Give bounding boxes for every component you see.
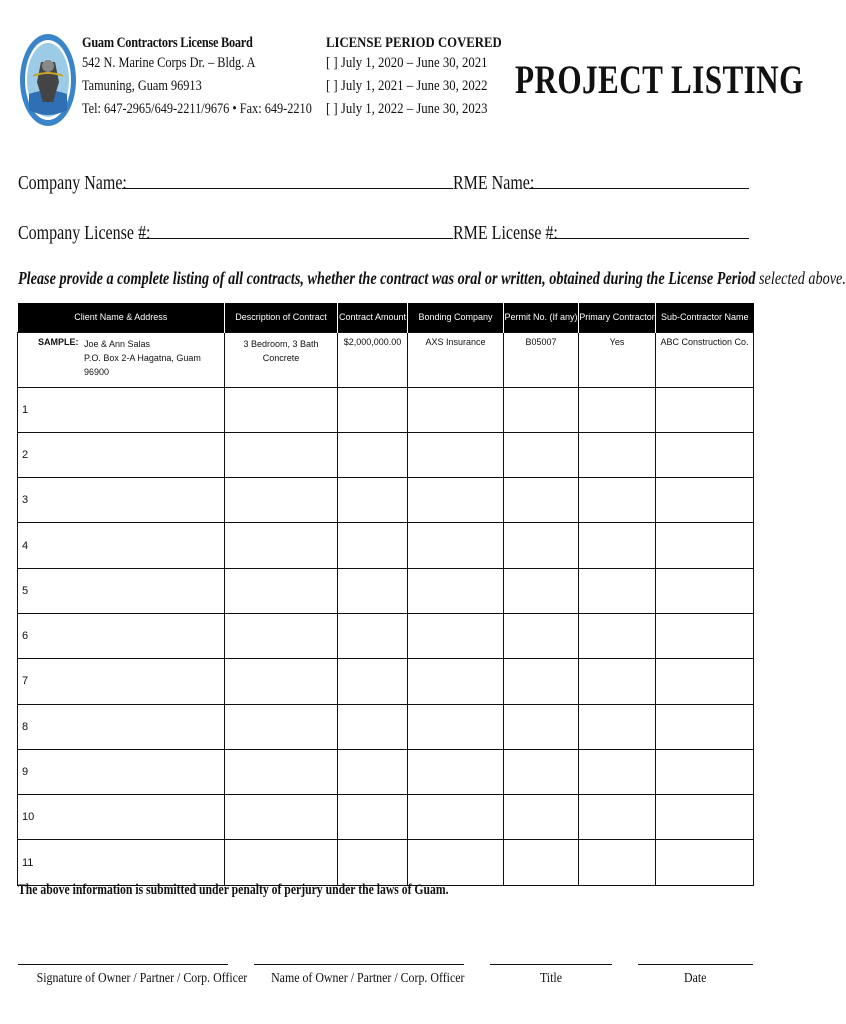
table-cell[interactable] (18, 704, 225, 749)
table-cell[interactable] (408, 478, 504, 523)
table-cell[interactable] (408, 613, 504, 658)
row-number: 7 (22, 675, 29, 688)
company-name-field[interactable] (122, 188, 453, 189)
date-line[interactable] (638, 964, 753, 987)
table-row (18, 387, 754, 432)
row-number: 10 (22, 811, 35, 824)
row-number: 2 (22, 448, 29, 461)
owner-name-label: Name of Owner / Partner / Corp. Officer (271, 971, 465, 986)
table-cell[interactable] (225, 387, 338, 432)
table-cell[interactable] (225, 568, 338, 613)
title-line[interactable] (490, 964, 612, 987)
sample-desc-line2: Concrete (262, 352, 300, 363)
license-period (326, 34, 533, 121)
table-row (18, 568, 754, 613)
period-heading: LICENSE PERIOD COVERED (326, 35, 502, 51)
table-cell[interactable] (225, 659, 338, 704)
period-option-3[interactable]: [ ] July 1, 2022 – June 30, 2023 (326, 101, 488, 117)
sample-amount: $2,000,000.00 (338, 332, 408, 387)
table-row (18, 523, 754, 568)
table-cell[interactable] (408, 704, 504, 749)
table-cell[interactable] (504, 795, 579, 840)
table-cell[interactable] (504, 749, 579, 794)
col-permit: Permit No. (If any) (504, 303, 579, 332)
table-row (18, 795, 754, 840)
table-cell[interactable] (656, 659, 754, 704)
table-row (18, 659, 754, 704)
table-cell[interactable] (656, 613, 754, 658)
table-cell[interactable] (504, 478, 579, 523)
table-row (18, 613, 754, 658)
table-cell[interactable] (504, 568, 579, 613)
table-cell[interactable] (579, 478, 656, 523)
table-cell[interactable] (579, 749, 656, 794)
title-label: Title (539, 971, 563, 986)
col-client: Client Name & Address (18, 303, 225, 332)
table-cell[interactable] (408, 749, 504, 794)
table-cell[interactable] (656, 704, 754, 749)
table-cell[interactable] (338, 387, 408, 432)
table-cell[interactable] (338, 704, 408, 749)
table-cell[interactable] (338, 478, 408, 523)
table-cell[interactable] (656, 387, 754, 432)
owner-signature-line[interactable] (18, 964, 248, 987)
table-row (18, 704, 754, 749)
table-cell[interactable] (656, 568, 754, 613)
table-cell[interactable] (504, 387, 579, 432)
table-cell[interactable] (18, 387, 225, 432)
sample-desc-line1: 3 Bedroom, 3 Bath (243, 338, 319, 349)
row-number: 11 (22, 856, 34, 869)
table-cell[interactable] (18, 432, 225, 477)
row-number: 4 (22, 539, 29, 552)
table-cell[interactable] (656, 432, 754, 477)
table-cell[interactable] (408, 387, 504, 432)
table-cell[interactable] (338, 659, 408, 704)
table-row (18, 478, 754, 523)
col-sub: Sub-Contractor Name (656, 303, 754, 332)
company-license-label: Company License #: (18, 222, 151, 244)
table-cell[interactable] (408, 523, 504, 568)
table-cell[interactable] (656, 840, 754, 885)
table-cell[interactable] (18, 478, 225, 523)
company-name-row (18, 172, 749, 195)
project-listing-table (17, 303, 754, 886)
table-cell[interactable] (338, 523, 408, 568)
rme-license-label: RME License #: (453, 222, 558, 244)
table-cell[interactable] (225, 704, 338, 749)
table-cell[interactable] (18, 613, 225, 658)
table-cell[interactable] (504, 704, 579, 749)
table-row (18, 749, 754, 794)
table-cell[interactable] (18, 568, 225, 613)
table-cell[interactable] (225, 613, 338, 658)
sample-sub: ABC Construction Co. (656, 332, 754, 387)
table-row (18, 432, 754, 477)
table-cell[interactable] (504, 523, 579, 568)
row-number: 5 (22, 584, 29, 597)
row-number: 9 (22, 766, 29, 779)
table-cell[interactable] (656, 795, 754, 840)
company-name-label: Company Name: (18, 172, 127, 194)
table-cell[interactable] (579, 523, 656, 568)
org-phone: Tel: 647-2965/649-2211/9676 • Fax: 649-2210 (82, 101, 312, 117)
date-label: Date (684, 971, 707, 986)
sample-client-name: Joe & Ann Salas (84, 338, 151, 349)
table-cell[interactable] (656, 478, 754, 523)
sample-row (18, 332, 754, 387)
sample-description (225, 332, 338, 387)
table-cell[interactable] (408, 432, 504, 477)
table-cell[interactable] (18, 840, 225, 885)
period-option-1[interactable]: [ ] July 1, 2020 – June 30, 2021 (326, 55, 488, 71)
table-cell[interactable] (225, 840, 338, 885)
organization-info (82, 34, 362, 121)
table-cell[interactable] (408, 659, 504, 704)
table-cell[interactable] (579, 432, 656, 477)
table-cell[interactable] (225, 523, 338, 568)
row-number: 6 (22, 630, 29, 643)
org-name: Guam Contractors License Board (82, 35, 253, 51)
instruction-main: Please provide a complete listing of all contracts, whether the contract was oral or written, obtained during the License Period (18, 268, 756, 288)
table-cell[interactable] (579, 795, 656, 840)
table-cell[interactable] (504, 613, 579, 658)
owner-signature-label: Signature of Owner / Partner / Corp. Officer (36, 971, 248, 986)
sample-client (18, 332, 225, 387)
table-cell[interactable] (18, 749, 225, 794)
table-cell[interactable] (225, 432, 338, 477)
table-cell[interactable] (18, 659, 225, 704)
org-address-2: Tamuning, Guam 96913 (82, 78, 202, 94)
rme-name-label: RME Name: (453, 172, 535, 194)
row-number: 3 (22, 494, 29, 507)
sample-primary: Yes (579, 332, 656, 387)
col-description: Description of Contract (225, 303, 338, 332)
company-license-field[interactable] (140, 238, 453, 239)
board-seal-logo (19, 32, 77, 128)
table-cell[interactable] (338, 568, 408, 613)
row-number: 8 (22, 720, 29, 733)
table-cell[interactable] (338, 613, 408, 658)
table-cell[interactable] (338, 795, 408, 840)
company-license-row (18, 222, 749, 245)
sample-permit: B05007 (504, 332, 579, 387)
table-cell[interactable] (504, 659, 579, 704)
table-cell[interactable] (504, 432, 579, 477)
table-cell[interactable] (656, 749, 754, 794)
instruction-text (18, 268, 846, 289)
owner-name-line[interactable] (254, 964, 464, 987)
row-number: 1 (22, 403, 29, 416)
sample-bonding: AXS Insurance (408, 332, 504, 387)
col-amount: Contract Amount (338, 303, 408, 332)
table-cell[interactable] (225, 749, 338, 794)
table-cell[interactable] (225, 478, 338, 523)
table-cell[interactable] (579, 387, 656, 432)
table-cell[interactable] (408, 795, 504, 840)
table-cell[interactable] (338, 840, 408, 885)
table-cell[interactable] (579, 568, 656, 613)
table-cell[interactable] (408, 568, 504, 613)
table-cell[interactable] (338, 749, 408, 794)
table-cell[interactable] (18, 523, 225, 568)
table-cell[interactable] (338, 432, 408, 477)
col-primary: Primary Contractor (579, 303, 656, 332)
rme-name-field[interactable] (529, 188, 749, 189)
table-cell[interactable] (504, 840, 579, 885)
table-cell[interactable] (579, 613, 656, 658)
table-cell[interactable] (225, 795, 338, 840)
table-cell[interactable] (408, 840, 504, 885)
table-cell[interactable] (656, 523, 754, 568)
table-cell[interactable] (18, 795, 225, 840)
period-option-2[interactable]: [ ] July 1, 2021 – June 30, 2022 (326, 78, 488, 94)
sample-tag: SAMPLE: (38, 336, 79, 347)
table-cell[interactable] (579, 840, 656, 885)
rme-license-field[interactable] (549, 238, 749, 239)
table-header-row (18, 303, 754, 332)
sample-client-address: P.O. Box 2-A Hagatna, Guam 96900 (84, 352, 201, 377)
table-row (18, 840, 754, 885)
penalty-statement: The above information is submitted under penalty of perjury under the laws of Guam. (18, 882, 449, 898)
org-address-1: 542 N. Marine Corps Dr. – Bldg. A (82, 55, 256, 71)
table-cell[interactable] (579, 659, 656, 704)
col-bonding: Bonding Company (408, 303, 504, 332)
table-cell[interactable] (579, 704, 656, 749)
instruction-tail: selected above. (755, 268, 846, 288)
page-title: PROJECT LISTING (515, 57, 804, 102)
